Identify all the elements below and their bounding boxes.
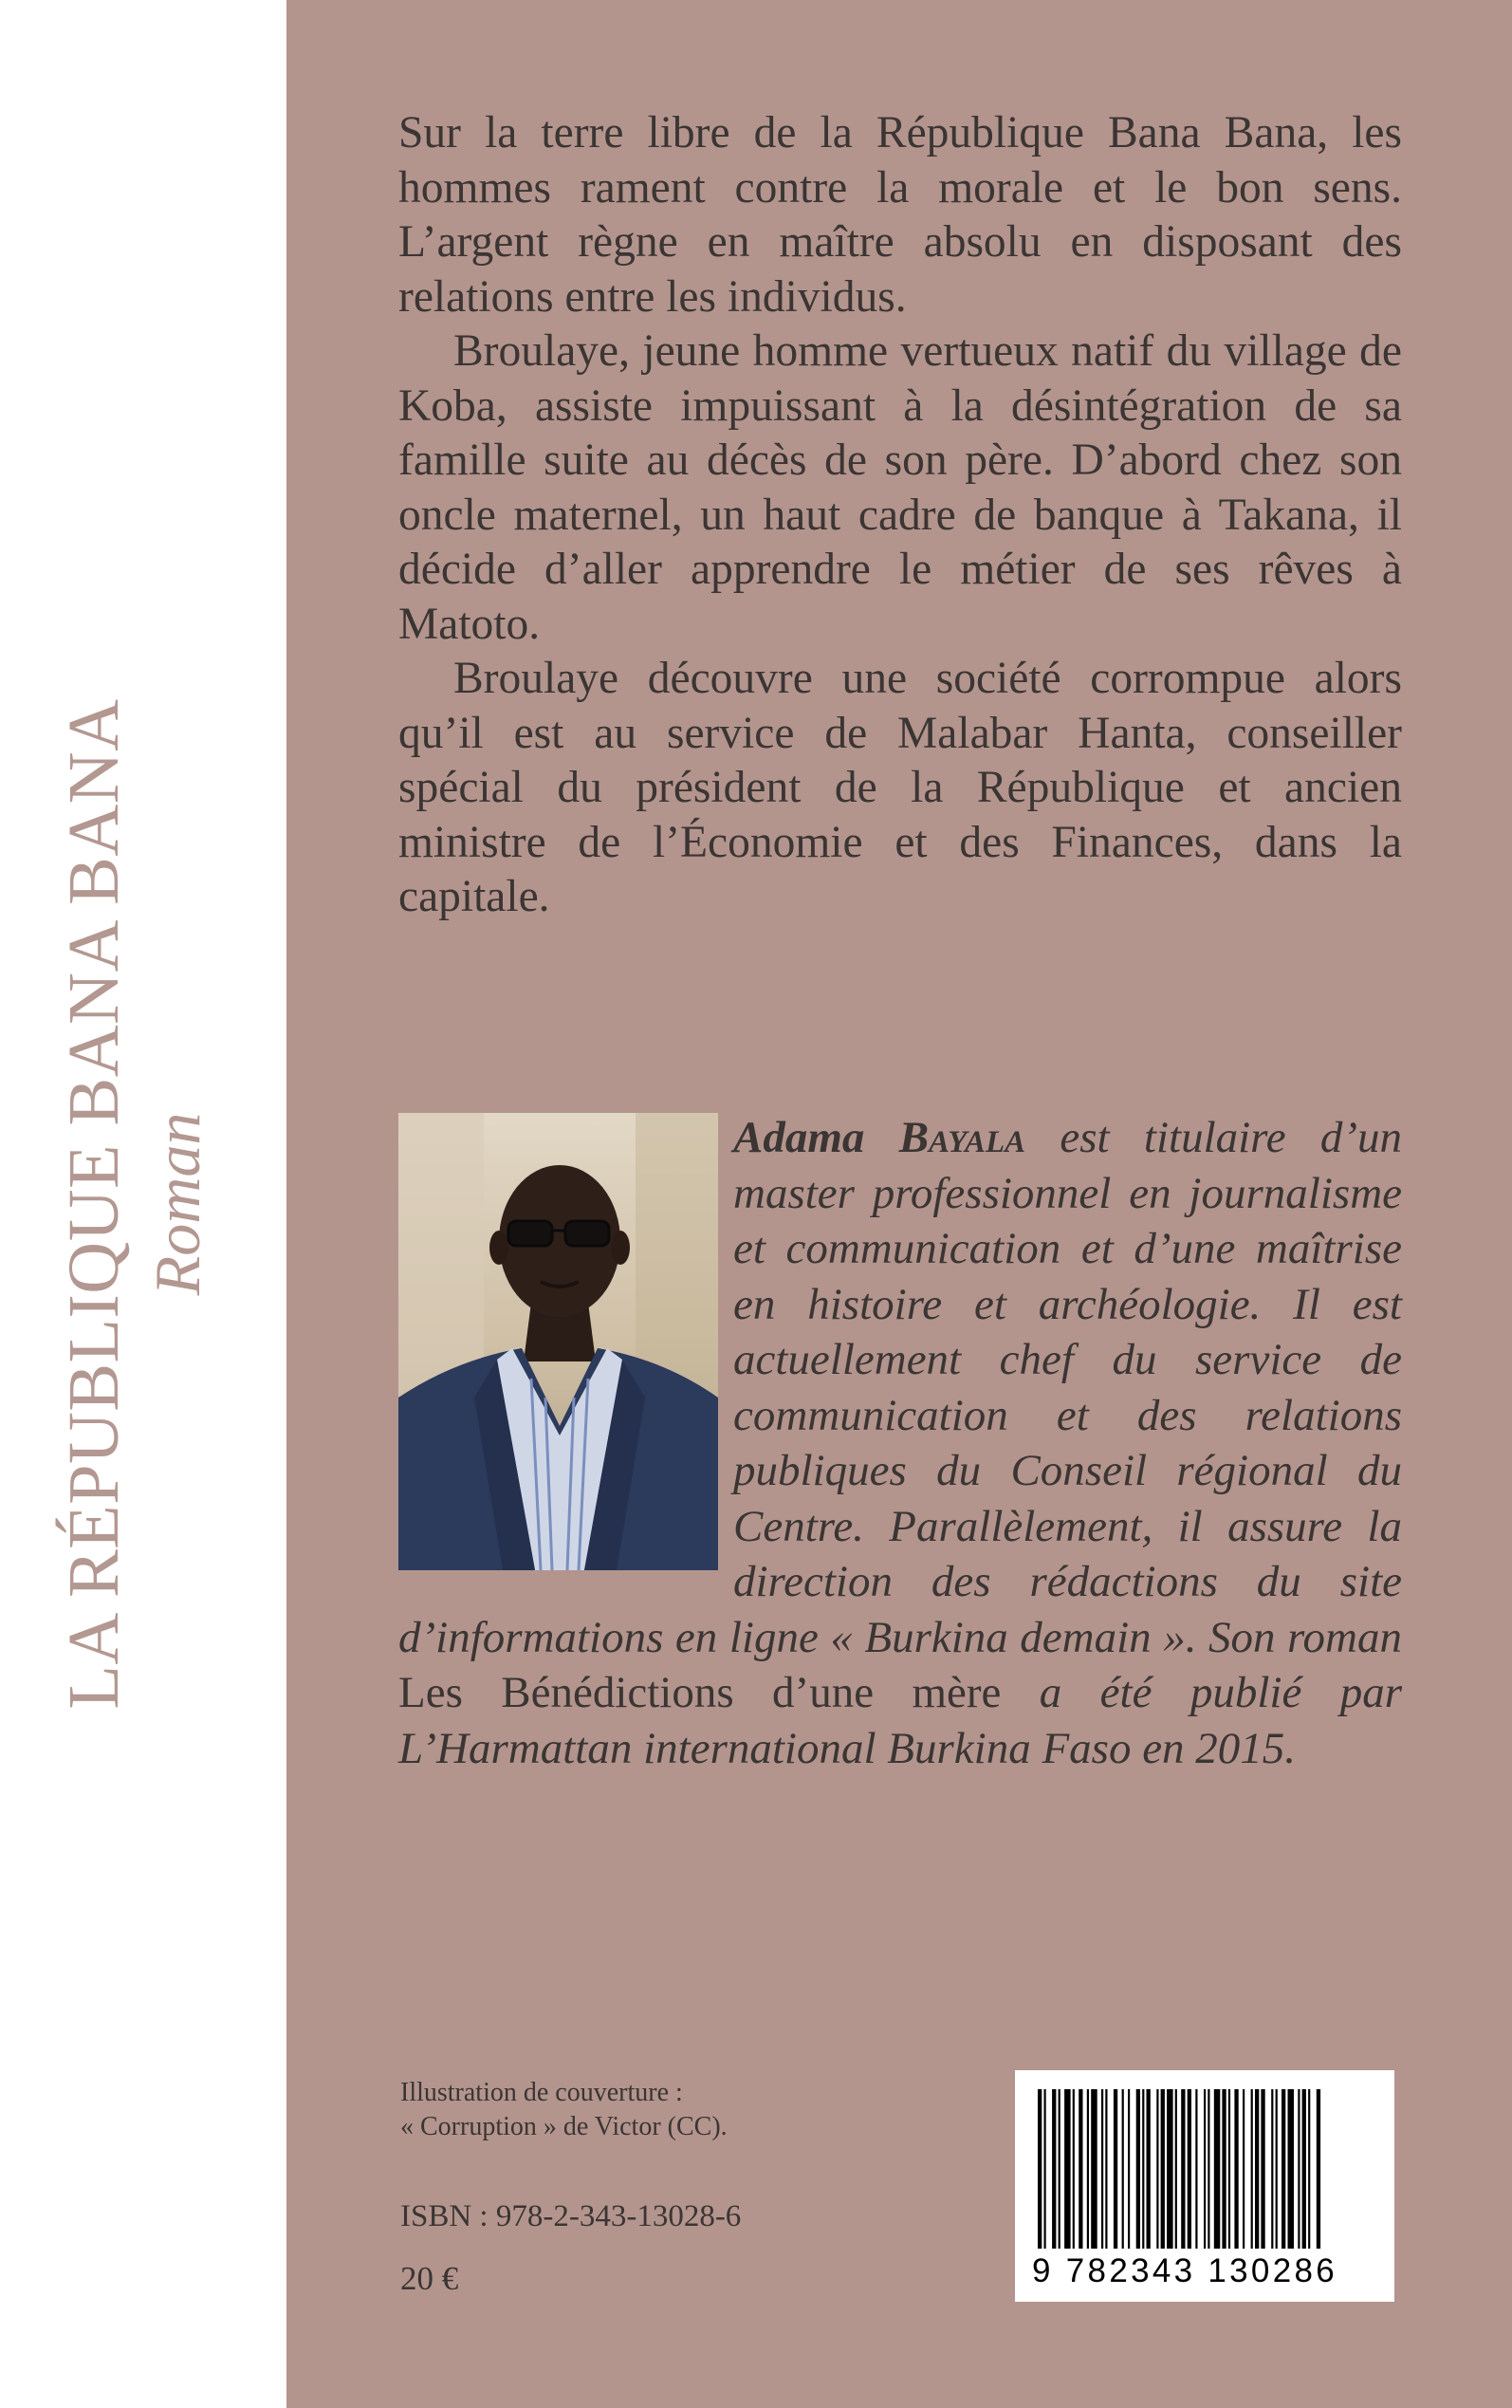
blurb-paragraph-1: Sur la terre libre de la République Bana Bana, les hommes rament contre la morale et le bon sens. L’argent règne en maître absolu en disposant des relations entre les individus.: [398, 108, 1402, 322]
barcode-bar: [1147, 2089, 1151, 2249]
barcode-bar: [1087, 2089, 1089, 2249]
barcode-bar: [1175, 2089, 1177, 2249]
author-previous-book-title: Les Bénédictions d’une mère: [398, 1668, 1002, 1717]
barcode-bar: [1181, 2089, 1185, 2249]
barcode-bar: [1222, 2089, 1226, 2249]
blurb-paragraph-3: Broulaye découvre une société corrompue alors qu’il est au service de Malabar Hanta, conseiller spécial du président de la République et ancien ministre de l’Économie et des Finances, dans la capitale.: [398, 654, 1402, 921]
barcode-bar: [1204, 2089, 1206, 2249]
author-bio-text-2: a été publié par L’Harmattan international Burkina Faso en 2015.: [398, 1668, 1402, 1773]
book-price: 20 €: [400, 2260, 459, 2297]
book-blurb: [398, 106, 1402, 925]
spine-title: LA RÉPUBLIQUE BANA BANA: [54, 698, 134, 1710]
barcode-bar: [1208, 2089, 1209, 2249]
barcode-bar: [1073, 2089, 1075, 2249]
barcode-bar: [1105, 2089, 1107, 2249]
barcode-bar: [1038, 2089, 1042, 2249]
barcode-bar: [1064, 2089, 1071, 2249]
barcode-bar: [1261, 2089, 1264, 2249]
barcode-bar: [1251, 2089, 1253, 2249]
photo-spacer: [398, 1110, 733, 1569]
barcode-bar: [1317, 2089, 1320, 2249]
barcode-bar: [1122, 2089, 1124, 2249]
barcode-bar: [1271, 2089, 1273, 2249]
barcode-bar: [1298, 2089, 1300, 2249]
barcode-bar: [1128, 2089, 1130, 2249]
author-biography: [398, 1110, 1402, 1776]
back-cover: [286, 0, 1512, 2408]
barcode-bar: [1288, 2089, 1295, 2249]
barcode-bar: [1114, 2089, 1117, 2249]
isbn-number: ISBN : 978-2-343-13028-6: [400, 2199, 742, 2233]
barcode-bar: [1188, 2089, 1191, 2249]
barcode-bar: [1276, 2089, 1278, 2249]
barcode-bars: [1034, 2089, 1375, 2249]
blurb-paragraph-2: Broulaye, jeune homme vertueux natif du village de Koba, assiste impuissant à la désintégration de sa famille suite au décès de son père. D’abord chez son oncle maternel, un haut cadre de banque à Takana, il décide d’aller apprendre le métier de ses rêves à Matoto.: [398, 326, 1402, 649]
barcode-bar: [1243, 2089, 1245, 2249]
barcode-bar: [1136, 2089, 1140, 2249]
spine-genre: Roman: [141, 1112, 213, 1296]
barcode-bar: [1195, 2089, 1197, 2249]
barcode-bar: [1142, 2089, 1144, 2249]
book-spine: [0, 0, 286, 2408]
barcode: [1015, 2070, 1394, 2302]
barcode-bar: [1167, 2089, 1173, 2249]
barcode-bar: [1228, 2089, 1230, 2249]
author-last-name: Bayala: [898, 1113, 1026, 1162]
barcode-bar: [1091, 2089, 1097, 2249]
spine-text-block: [48, 587, 238, 1821]
barcode-bar: [1308, 2089, 1310, 2249]
author-first-name: Adama: [733, 1113, 865, 1162]
barcode-bar: [1044, 2089, 1046, 2249]
barcode-digits: 9 782343 130286: [1032, 2252, 1337, 2289]
barcode-bar: [1214, 2089, 1221, 2249]
barcode-bar: [1302, 2089, 1306, 2249]
barcode-bar: [1156, 2089, 1158, 2249]
barcode-bar: [1079, 2089, 1082, 2249]
author-bio-text-1: est titulaire d’un master professionnel en journalisme et communication et d’une maîtrise en histoire et archéologie. Il est actuellement chef du service de communication et des relations publiques du Conseil régional du Centre. Parallèlement, il assure la direction des rédactions du site d’informations en ligne « Burkina demain ». Son roman: [398, 1113, 1403, 1662]
barcode-bar: [1282, 2089, 1285, 2249]
cover-illustration-credits: [400, 2076, 728, 2144]
barcode-bar: [1234, 2089, 1238, 2249]
barcode-bar: [1052, 2089, 1056, 2249]
barcode-bar: [1255, 2089, 1259, 2249]
author-name: [733, 1113, 1025, 1162]
barcode-bar: [1059, 2089, 1060, 2249]
barcode-bar: [1161, 2089, 1165, 2249]
credits-line-1: Illustration de couverture :: [400, 2078, 683, 2107]
credits-line-2: « Corruption » de Victor (CC).: [400, 2112, 728, 2141]
barcode-bar: [1101, 2089, 1103, 2249]
